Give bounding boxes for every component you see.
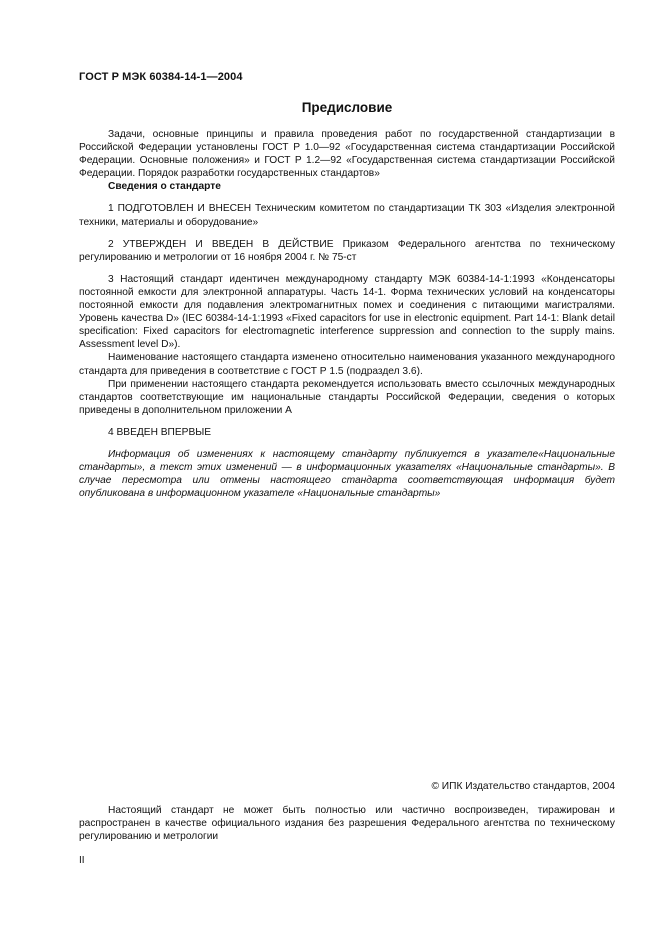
item-3-paragraph: 3 Настоящий стандарт идентичен международному стандарту МЭК 60384-14-1:1993 «Конденсаторы постоянной емкости для электронной аппаратуры. Часть 14-1. Форма технических условий на конденсаторы постоянной емкости для подавления электромагнитных помех и соединения с питающими магистралями. Уровень качества D» (IEC 60384-14-1:1993 «Fixed capacitors for use in electronic equipment. Part 14-1: Blank detail specification: Fixed capacitors for electromagnetic interference suppression and connection to the supply mains. Assessment level D»). — [79, 273, 615, 351]
intro-paragraph: Задачи, основные принципы и правила проведения работ по государственной стандартизации в Российской Федерации установлены ГОСТ Р 1.0—92 «Государственная система стандартизации Российской Федерации. Основные положения» и ГОСТ Р 1.2—92 «Государственная система стандартизации Российской Федерации. Порядок разработки государственных стандартов» — [79, 129, 615, 180]
item-3-name-paragraph: Наименование настоящего стандарта изменено относительно наименования указанного международного стандарта для приведения в соответствие с ГОСТ Р 1.5 (подраздел 3.6). — [79, 352, 615, 377]
document-header: ГОСТ Р МЭК 60384-14-1—2004 — [79, 71, 243, 83]
copyright-line: © ИПК Издательство стандартов, 2004 — [431, 781, 615, 792]
item-1-paragraph: 1 ПОДГОТОВЛЕН И ВНЕСЕН Техническим комитетом по стандартизации ТК 303 «Изделия электронной техники, материалы и оборудование» — [79, 203, 615, 228]
info-heading: Сведения о стандарте — [108, 181, 221, 193]
footer-note-paragraph: Настоящий стандарт не может быть полностью или частично воспроизведен, тиражирован и распространен в качестве официального издания без разрешения Федерального агентства по техническому регулированию и метрологии — [79, 805, 615, 843]
item-2-paragraph: 2 УТВЕРЖДЕН И ВВЕДЕН В ДЕЙСТВИЕ Приказом Федерального агентства по техническому регулированию и метрологии от 16 ноября 2004 г. № 75-ст — [79, 238, 615, 263]
page-title: Предисловие — [301, 100, 393, 115]
item-4-paragraph: 4 ВВЕДЕН ВПЕРВЫЕ — [108, 426, 212, 438]
item-3-refs-paragraph: При применении настоящего стандарта рекомендуется использовать вместо ссылочных международных стандартов соответствующие им национальные стандарты Российской Федерации, сведения о которых приведены в дополнительном приложении А — [79, 378, 615, 416]
notice-paragraph: Информация об изменениях к настоящему стандарту публикуется в указателе«Национальные стандарты», а текст этих изменений — в информационных указателях «Национальные стандарты». В случае пересмотра или отмены настоящего стандарта соответствующая информация будет опубликована в информационном указателе «Национальные стандарты» — [79, 448, 615, 500]
foreword-body — [79, 128, 615, 500]
footer-note — [79, 804, 615, 843]
page-number: II — [79, 855, 85, 866]
